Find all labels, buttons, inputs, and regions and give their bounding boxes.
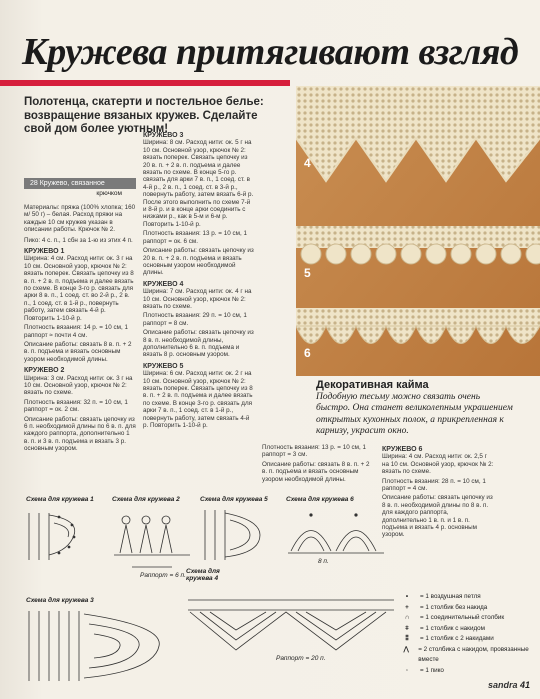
picot-icon: ◦ bbox=[405, 666, 409, 674]
column-4 bbox=[382, 442, 494, 539]
lace-3-density: Плотность вязания: 13 р. = 10 см, 1 раппорт = ок. 6 см. bbox=[143, 230, 247, 245]
lace-2-description: Описание работы: связать цепочку из 6 п. необходимой длины по 6 в. п. для каждого раппорта, дополнительно 1 в. п. и 3 в. п. подъема и вязать 3 р. основным узором. bbox=[24, 415, 136, 453]
lace-1-heading: КРУЖЕВО 1 bbox=[24, 248, 65, 256]
intro-text: Полотенца, скатерти и постельное белье: возвращение вязаных кружев. Сделайте свой дом более уютным! bbox=[24, 96, 264, 135]
section-band: 28 Кружево, связанное bbox=[24, 178, 136, 189]
lace-4-body: Ширина: 7 см. Расход нити: ок. 4 г на 10 см. Основной узор, крючок № 2: вязать по схеме. bbox=[143, 288, 252, 310]
chain-stitch-icon: • bbox=[405, 593, 409, 600]
scheme-2-label: Схема для кружева 2 bbox=[112, 496, 180, 503]
scheme-4-rapport: Раппорт = 20 п. bbox=[276, 655, 326, 662]
lace-5-description: Описание работы: связать 8 в. п. + 2 в. п. подъема и вязать основным узором необходимой длины. bbox=[262, 460, 370, 483]
symbol-legend bbox=[398, 592, 538, 676]
legend-row bbox=[398, 613, 538, 624]
section-band-sub: крючком bbox=[96, 190, 122, 197]
legend-text: = 1 воздушная петля bbox=[420, 593, 481, 600]
legend-row bbox=[398, 645, 538, 666]
lace-2-body: Ширина: 3 см. Расход нити: ок. 3 г на 10 см. Основной узор, крючок № 2: вязать по схеме. bbox=[24, 374, 133, 397]
photo-label-6: 6 bbox=[304, 346, 311, 360]
lace-6-body: Ширина: 4 см. Расход нити: ок. 2,5 г на 10 см. Основной узор, крючок № 2: вязать по схеме. bbox=[382, 453, 494, 476]
lace-1-density: Плотность вязания: 14 р. = 10 см, 1 раппорт ≈ почти 4 см. bbox=[24, 324, 128, 339]
lace-4-heading: КРУЖЕВО 4 bbox=[143, 280, 184, 288]
legend-row bbox=[398, 624, 538, 635]
scheme-5-diagram bbox=[200, 505, 280, 565]
scheme-6-diagram bbox=[286, 505, 386, 565]
lace-6-description: Описание работы: связать цепочку из 8 в. п. необходимой длины по 8 в. п. для каждого раппорта, дополнительно 1 в. п. и 1 в. п. подъема и вязать 4 р. основным узором. bbox=[382, 494, 493, 539]
page-title: Кружева притягивают взгляд bbox=[22, 31, 519, 73]
lace-5-density: Плотность вязания: 13 р. = 10 см, 1 раппорт = 3 см. bbox=[262, 444, 366, 459]
caption-title: Декоративная кайма bbox=[316, 379, 429, 391]
photo-caption bbox=[316, 380, 516, 438]
dc2tog-icon: ⋀ bbox=[403, 645, 409, 653]
lace-3-heading: КРУЖЕВО 3 bbox=[143, 132, 184, 139]
legend-text: = 1 пико bbox=[420, 666, 444, 674]
scheme-3-diagram bbox=[24, 606, 174, 684]
title-underline bbox=[0, 80, 290, 86]
lace-photo-illustration bbox=[296, 86, 540, 376]
legend-row bbox=[398, 592, 538, 603]
lace-3-description: Описание работы: связать цепочку из 20 в. п. + 2 в. п. подъема и вязать основным узором необходимой длины. bbox=[143, 247, 254, 277]
legend-row bbox=[398, 603, 538, 614]
column-3 bbox=[262, 444, 374, 483]
legend-text: = 2 столбика с накидом, провязанные вместе bbox=[418, 645, 529, 663]
legend-text: = 1 соединительный столбик bbox=[420, 614, 505, 621]
lace-2-heading: КРУЖЕВО 2 bbox=[24, 367, 65, 375]
photo-label-5: 5 bbox=[304, 266, 311, 280]
caption-text: Подобную тесьму можно связать очень быстро. Она станет великолепным украшением открытых кухонных полок, а прикрепленная к карнизу, украсит окно. bbox=[316, 391, 513, 436]
legend-text: = 1 столбик без накида bbox=[420, 603, 488, 611]
lace-3-body: Ширина: 8 см. Расход нити: ок. 5 г на 10 см. Основной узор, крючок № 2: вязать поперек. Связать цепочку из 20 в. п. + 2 в. п. подъема и далее вязать по схеме. В конце 5-го р. связать для арки 7 в. п., 1 соед. ст. в 4-й р., 2 в. п., 1 соед. ст. в 3-й р., повернуть работу, затем вязать 6-й р. После этого выполнить по схеме 7-й и 8-й р. и в конце арки соединить с низками р., как в 5-м и 6-м р. Повторить 1-10-й р. bbox=[143, 139, 254, 228]
scheme-2-rapport: Раппорт = 6 п. bbox=[140, 572, 186, 579]
page-number: 41 bbox=[519, 680, 530, 690]
scheme-1-label: Схема для кружева 1 bbox=[26, 496, 94, 503]
legend-text: = 1 столбик с накидом bbox=[420, 624, 485, 632]
pico-text: Пико: 4 с. п., 1 сбн за 1-ю из этих 4 п. bbox=[24, 236, 133, 244]
lace-1-body: Ширина: 4 см. Расход нити: ок. 3 г на 10 см. Основной узор, крючок № 2: вязать поперек. Связать цепочку из 8 в. п. + 2 в. п. подъема и далее вязать по схеме. В конце 3-го р. связать для арки 8 в. п., 1 соед. ст. во 2-й р., 2 в. п., 1 соед. ст. в 1-й р., повернуть работу, затем связать 4-й р. Повторить 1-10-й р. bbox=[24, 255, 134, 322]
treble-crochet-icon: ⁑ bbox=[405, 635, 409, 642]
photo-label-4: 4 bbox=[304, 156, 311, 170]
lace-4-density: Плотность вязания: 29 п. = 10 см, 1 раппорт = 8 см. bbox=[143, 312, 247, 327]
double-crochet-icon: ǂ bbox=[405, 624, 409, 632]
scheme-4-diagram bbox=[186, 590, 396, 658]
legend-row bbox=[398, 634, 538, 645]
scheme-3-label: Схема для кружева 3 bbox=[26, 597, 94, 604]
column-1 bbox=[24, 204, 136, 453]
lace-4-description: Описание работы: связать цепочку из 8 в. п. необходимой длины, дополнительно 6 в. п. подъема и вязать 8 р. основным узором. bbox=[143, 329, 254, 359]
legend-row bbox=[398, 666, 538, 677]
scheme-6-label: Схема для кружева 6 bbox=[286, 496, 354, 503]
single-crochet-icon: + bbox=[405, 603, 409, 611]
scheme-6-rapport: 8 п. bbox=[318, 558, 329, 565]
legend-text: = 1 столбик с 2 накидами bbox=[420, 635, 494, 642]
scheme-5-label: Схема для кружева 5 bbox=[200, 496, 268, 503]
scheme-1-diagram bbox=[24, 505, 104, 565]
page-footer bbox=[488, 680, 530, 690]
lace-1-description: Описание работы: связать 8 в. п. + 2 в. п. подъема и вязать основным узором необходимой длины. bbox=[24, 340, 132, 363]
materials-text: Материалы: пряжа (100% хлопка; 160 м/ 50 г) – белая. Расход пряжи на каждые 10 см кружев указан в описании работы. Крючок № 2. bbox=[24, 204, 136, 234]
lace-5-body: Ширина: 6 см. Расход нити: ок. 2 г на 10 см. Основной узор, крючок № 2: вязать поперек. Связать цепочку из 8 в. п. + 2 в. п. подъема и далее вязать по схеме. В конце 3-го р. связать для арки 7 в. п., 1 соед. ст. в 1-й р., повернуть работу, затем связать 4-й р. Повторить 1-10-й р. bbox=[143, 370, 253, 430]
brand-name: sandra bbox=[487, 680, 518, 690]
lace-5-heading: КРУЖЕВО 5 bbox=[143, 362, 184, 370]
scheme-4-label: Схема для кружева 4 bbox=[186, 568, 220, 582]
lace-2-density: Плотность вязания: 32 п. = 10 см, 1 раппорт = ок. 2 см. bbox=[24, 398, 128, 414]
lace-6-density: Плотность вязания: 28 п. = 10 см, 1 раппорт = 4 см. bbox=[382, 477, 486, 493]
scheme-2-diagram bbox=[112, 505, 192, 580]
column-2 bbox=[143, 128, 255, 429]
slip-stitch-icon: ∩ bbox=[404, 614, 410, 621]
lace-photo bbox=[296, 86, 540, 376]
lace-6-heading: КРУЖЕВО 6 bbox=[382, 446, 423, 453]
